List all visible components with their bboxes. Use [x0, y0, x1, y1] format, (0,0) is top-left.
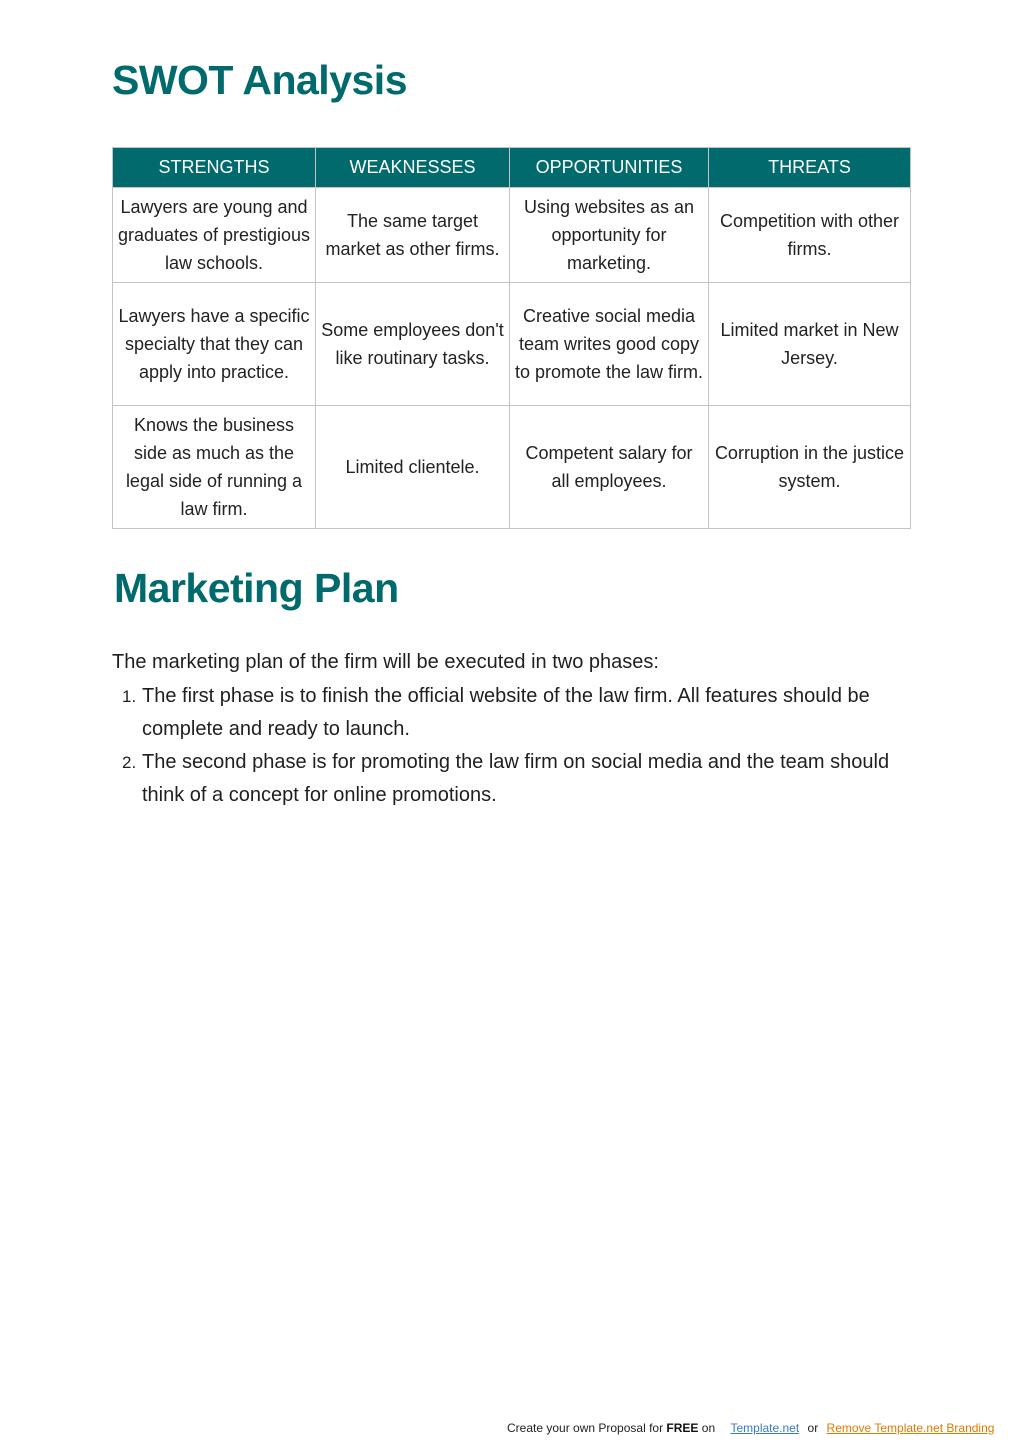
marketing-intro: The marketing plan of the firm will be executed in two phases:: [112, 651, 659, 673]
list-item: [112, 746, 902, 812]
footer-branding: [507, 1420, 994, 1436]
list-item-text: The second phase is for promoting the law firm on social media and the team should think of a concept for online promotions.: [142, 751, 890, 806]
header-threats: THREATS: [709, 148, 911, 188]
weakness-cell: Some employees don't like routinary tasks.: [316, 283, 510, 406]
footer-or: or: [807, 1421, 819, 1435]
list-item-text: The first phase is to finish the official website of the law firm. All features should be complete and ready to launch.: [142, 685, 870, 740]
threat-cell: Corruption in the justice system.: [709, 406, 911, 529]
table-row: [113, 283, 911, 406]
table-row: [113, 406, 911, 529]
list-number: 2.: [122, 753, 137, 772]
table-row: [113, 188, 911, 283]
list-number: 1.: [122, 687, 137, 706]
swot-table: [112, 147, 911, 529]
header-opportunities: OPPORTUNITIES: [510, 148, 709, 188]
weakness-cell: The same target market as other firms.: [316, 188, 510, 283]
remove-branding-link[interactable]: Remove Template.net Branding: [826, 1421, 995, 1435]
marketing-plan-title: Marketing Plan: [114, 565, 399, 611]
footer-free: FREE: [666, 1421, 699, 1435]
opportunity-cell: Using websites as an opportunity for marketing.: [510, 188, 709, 283]
strength-cell: Knows the business side as much as the legal side of running a law firm.: [113, 406, 316, 529]
footer-on: on: [698, 1421, 716, 1435]
opportunity-cell: Creative social media team writes good copy to promote the law firm.: [510, 283, 709, 406]
list-item: [112, 680, 902, 746]
swot-header-row: [113, 148, 911, 188]
threat-cell: Competition with other firms.: [709, 188, 911, 283]
phase-list: [112, 680, 902, 812]
strength-cell: Lawyers are young and graduates of prestigious law schools.: [113, 188, 316, 283]
threat-cell: Limited market in New Jersey.: [709, 283, 911, 406]
header-weaknesses: WEAKNESSES: [316, 148, 510, 188]
swot-title: SWOT Analysis: [112, 57, 407, 103]
weakness-cell: Limited clientele.: [316, 406, 510, 529]
opportunity-cell: Competent salary for all employees.: [510, 406, 709, 529]
strength-cell: Lawyers have a specific specialty that they can apply into practice.: [113, 283, 316, 406]
template-net-link[interactable]: Template.net: [730, 1421, 800, 1435]
header-strengths: STRENGTHS: [113, 148, 316, 188]
footer-prefix: Create your own Proposal for: [507, 1421, 667, 1435]
